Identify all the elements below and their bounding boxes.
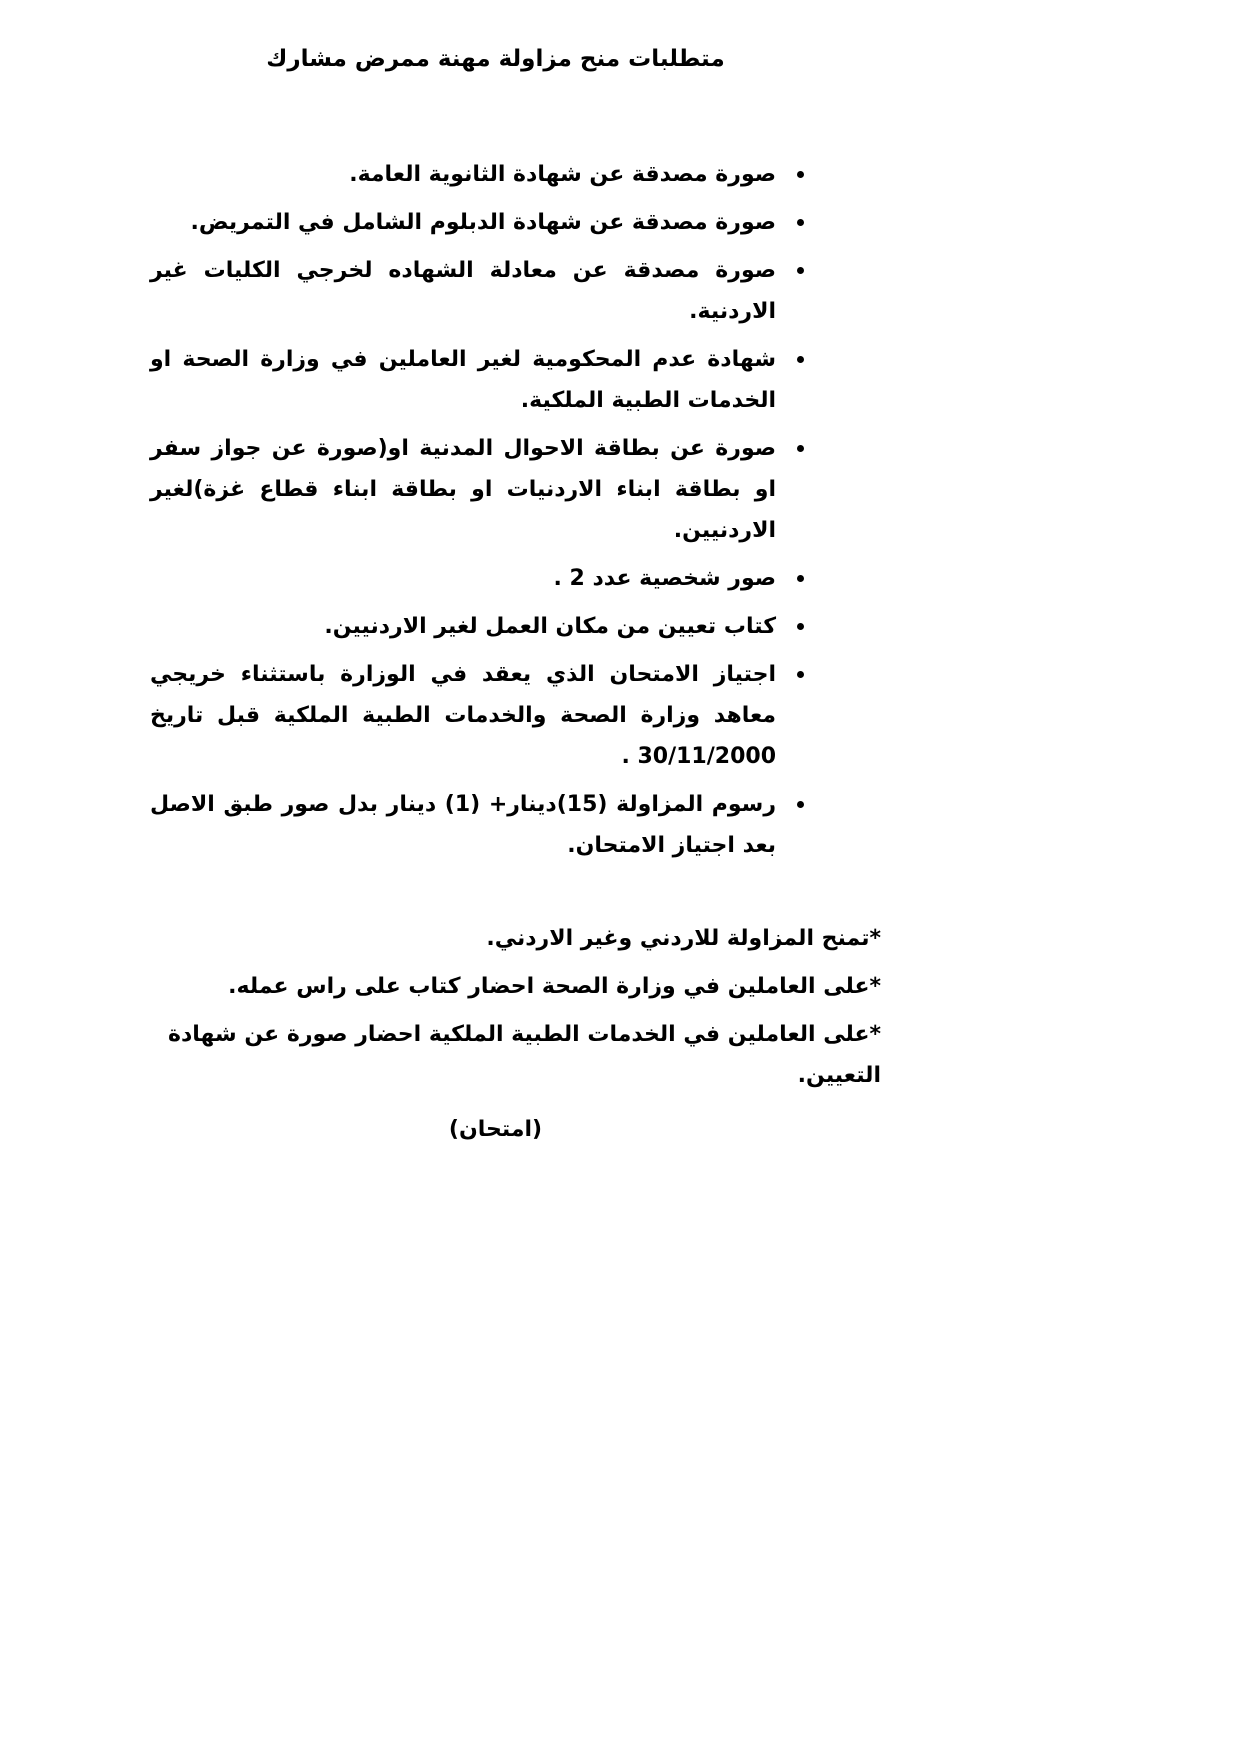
list-item [150, 558, 806, 599]
requirements-list [110, 154, 881, 866]
list-item-text: شهادة عدم المحكومية لغير العاملين في وزارة الصحة او الخدمات الطبية الملكية. [150, 347, 776, 413]
bullet-icon [797, 267, 804, 274]
bullet-icon [797, 356, 804, 363]
list-item [150, 250, 806, 332]
list-item-text: صور شخصية عدد 2 . [553, 566, 776, 591]
document-title: متطلبات منح مزاولة مهنة ممرض مشارك [266, 46, 725, 72]
list-item-text: رسوم المزاولة (15)دينار+ (1) دينار بدل صور طبق الاصل بعد اجتياز الامتحان. [150, 792, 776, 858]
bullet-icon [797, 575, 804, 582]
document-content [110, 42, 881, 1150]
list-item-text: صورة مصدقة عن شهادة الثانوية العامة. [349, 162, 776, 187]
list-item [150, 428, 806, 551]
bullet-icon [797, 171, 804, 178]
list-item [150, 654, 806, 777]
list-item [150, 339, 806, 421]
bullet-icon [797, 445, 804, 452]
note-line: *على العاملين في الخدمات الطبية الملكية احضار صورة عن شهادة التعيين. [168, 1022, 881, 1088]
bullet-icon [797, 671, 804, 678]
list-item-text: صورة مصدقة عن شهادة الدبلوم الشامل في التمريض. [190, 210, 776, 235]
bullet-icon [797, 219, 804, 226]
notes-section [110, 918, 881, 1096]
list-item [150, 606, 806, 647]
list-item [150, 154, 806, 195]
list-item-text: اجتياز الامتحان الذي يعقد في الوزارة باستثناء خريجي معاهد وزارة الصحة والخدمات الطبية الملكية قبل تاريخ 30/11/2000 . [150, 662, 776, 769]
bullet-icon [797, 801, 804, 808]
list-item [150, 202, 806, 243]
exam-note: (امتحان) [448, 1117, 543, 1142]
list-item-text: كتاب تعيين من مكان العمل لغير الاردنيين. [324, 614, 776, 639]
list-item-text: صورة مصدقة عن معادلة الشهاده لخرجي الكليات غير الاردنية. [150, 258, 776, 324]
note-line: *تمنح المزاولة للاردني وغير الاردني. [486, 926, 881, 951]
bullet-icon [797, 623, 804, 630]
list-item [150, 784, 806, 866]
list-item-text: صورة عن بطاقة الاحوال المدنية او(صورة عن جواز سفر او بطاقة ابناء الاردنيات او بطاقة ابناء قطاع غزة)لغير الاردنيين. [150, 436, 776, 543]
note-line: *على العاملين في وزارة الصحة احضار كتاب على راس عمله. [228, 974, 881, 999]
